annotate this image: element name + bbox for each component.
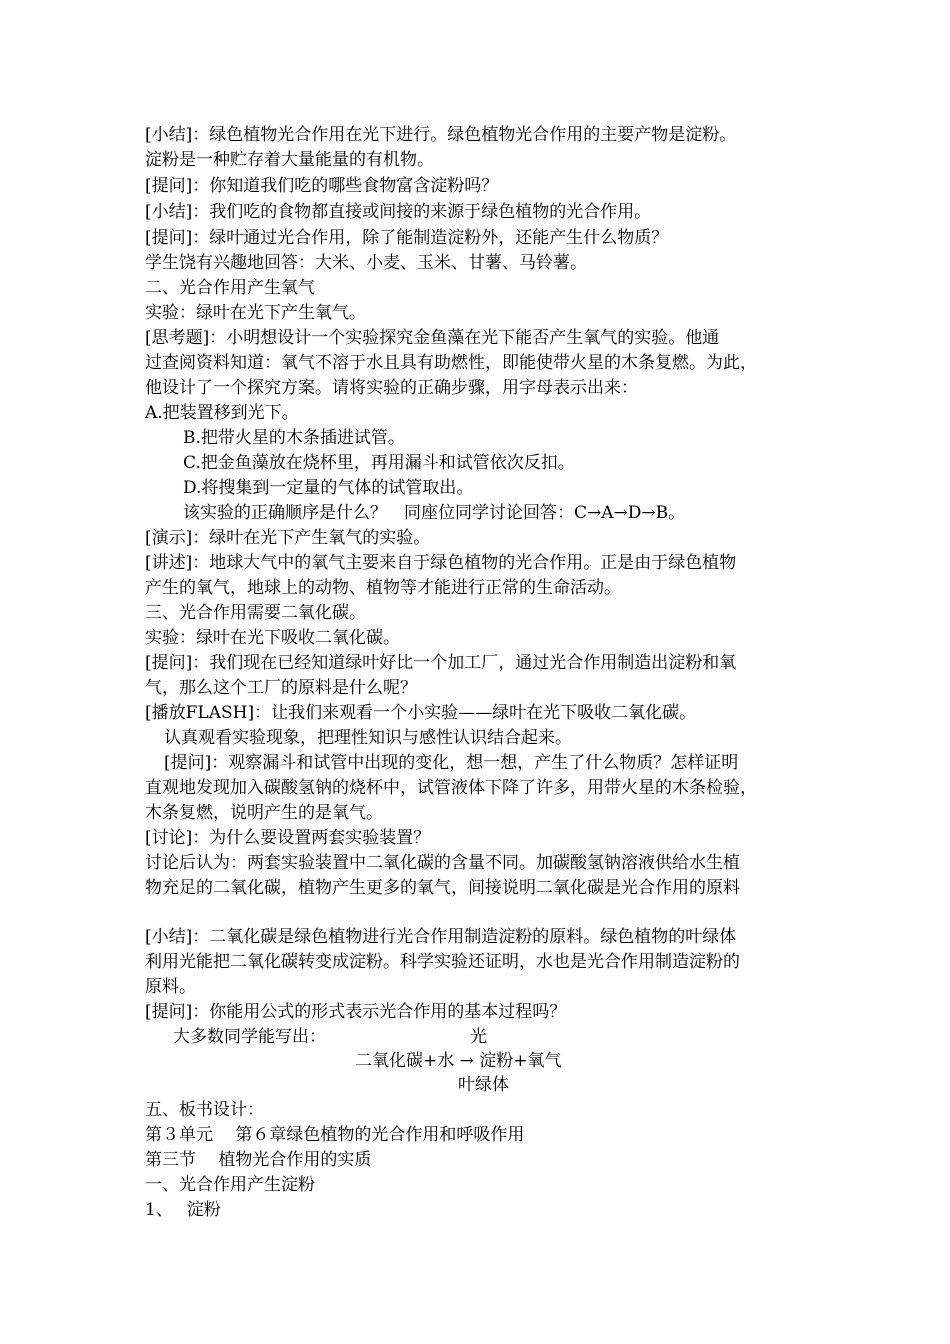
text-line: [讲述]：地球大气中的氧气主要来自于绿色植物的光合作用。正是由于绿色植物 [145, 553, 737, 573]
text-line: 原料。 [145, 977, 196, 997]
text-line: 实验：绿叶在光下吸收二氧化碳。 [145, 628, 400, 648]
text-line: 淀粉是一种贮存着大量能量的有机物。 [145, 150, 434, 170]
text-line: 1、 淀粉 [145, 1200, 221, 1220]
text-line: [提问]：你能用公式的形式表示光合作用的基本过程吗？ [145, 1002, 567, 1022]
text-line: 大多数同学能写出： [173, 1027, 326, 1047]
text-line: [小结]：绿色植物光合作用在光下进行。绿色植物光合作用的主要产物是淀粉。 [145, 125, 737, 145]
text-line: 他设计了一个探究方案。请将实验的正确步骤，用字母表示出来： [145, 378, 638, 398]
option-c: C.把金鱼藻放在烧杯里，再用漏斗和试管依次反扣。 [183, 453, 575, 473]
text-line: 气，那么这个工厂的原料是什么呢？ [145, 678, 417, 698]
text-line: [小结]：二氧化碳是绿色植物进行光合作用制造淀粉的原料。绿色植物的叶绿体 [145, 927, 737, 947]
text-line: 直观地发现加入碳酸氢钠的烧杯中，试管液体下降了许多，用带火星的木条检验， [145, 778, 757, 798]
formula-equation: 二氧化碳+水 → 淀粉+氧气 [355, 1051, 562, 1071]
text-line: 一、光合作用产生淀粉 [145, 1175, 315, 1195]
section-heading: 五、板书设计： [145, 1100, 264, 1120]
text-line: 物充足的二氧化碳，植物产生更多的氧气，间接说明二氧化碳是光合作用的原料 [145, 878, 740, 898]
text-line: 第３单元 第６章绿色植物的光合作用和呼吸作用 [145, 1125, 525, 1145]
text-line: [提问]：观察漏斗和试管中出现的变化，想一想，产生了什么物质？怎样证明 [164, 753, 739, 773]
text-line: [提问]：绿叶通过光合作用，除了能制造淀粉外，还能产生什么物质？ [145, 228, 669, 248]
text-line: [播放FLASH]：让我们来观看一个小实验——绿叶在光下吸收二氧化碳。 [145, 703, 697, 723]
text-line: 该实验的正确顺序是什么？ 同座位同学讨论回答：C→A→D→B。 [183, 503, 686, 523]
text-line: [演示]：绿叶在光下产生氧气的实验。 [145, 528, 431, 548]
section-heading: 二、光合作用产生氧气 [145, 278, 315, 298]
text-line: 产生的氧气，地球上的动物、植物等才能进行正常的生命活动。 [145, 578, 621, 598]
text-line: 学生饶有兴趣地回答：大米、小麦、玉米、甘薯、马铃薯。 [145, 253, 587, 273]
text-line: [小结]：我们吃的食物都直接或间接的来源于绿色植物的光合作用。 [145, 202, 652, 222]
formula-condition-bottom: 叶绿体 [458, 1075, 509, 1095]
formula-condition-top: 光 [470, 1027, 487, 1047]
text-line: 第三节 植物光合作用的实质 [145, 1150, 372, 1170]
text-line: [讨论]：为什么要设置两套实验装置？ [145, 828, 431, 848]
text-line: 实验：绿叶在光下产生氧气。 [145, 303, 366, 323]
option-a: A.把装置移到光下。 [145, 403, 299, 423]
option-d: D.将搜集到一定量的气体的试管取出。 [183, 478, 474, 498]
text-line: [提问]：我们现在已经知道绿叶好比一个加工厂，通过光合作用制造出淀粉和氧 [145, 653, 737, 673]
text-line: [思考题]：小明想设计一个实验探究金鱼藻在光下能否产生氧气的实验。他通 [145, 328, 720, 348]
text-line: [提问]：你知道我们吃的哪些食物富含淀粉吗？ [145, 176, 499, 196]
text-line: 利用光能把二氧化碳转变成淀粉。科学实验还证明，水也是光合作用制造淀粉的 [145, 952, 740, 972]
option-b: B.把带火星的木条插进试管。 [183, 428, 405, 448]
section-heading: 三、光合作用需要二氧化碳。 [145, 603, 366, 623]
text-line: 认真观看实验现象，把理性知识与感性认识结合起来。 [164, 728, 572, 748]
text-line: 木条复燃，说明产生的是氧气。 [145, 803, 383, 823]
text-line: 过查阅资料知道：氧气不溶于水且具有助燃性，即能使带火星的木条复燃。为此， [145, 353, 757, 373]
text-line: 讨论后认为：两套实验装置中二氧化碳的含量不同。加碳酸氢钠溶液供给水生植 [145, 853, 740, 873]
